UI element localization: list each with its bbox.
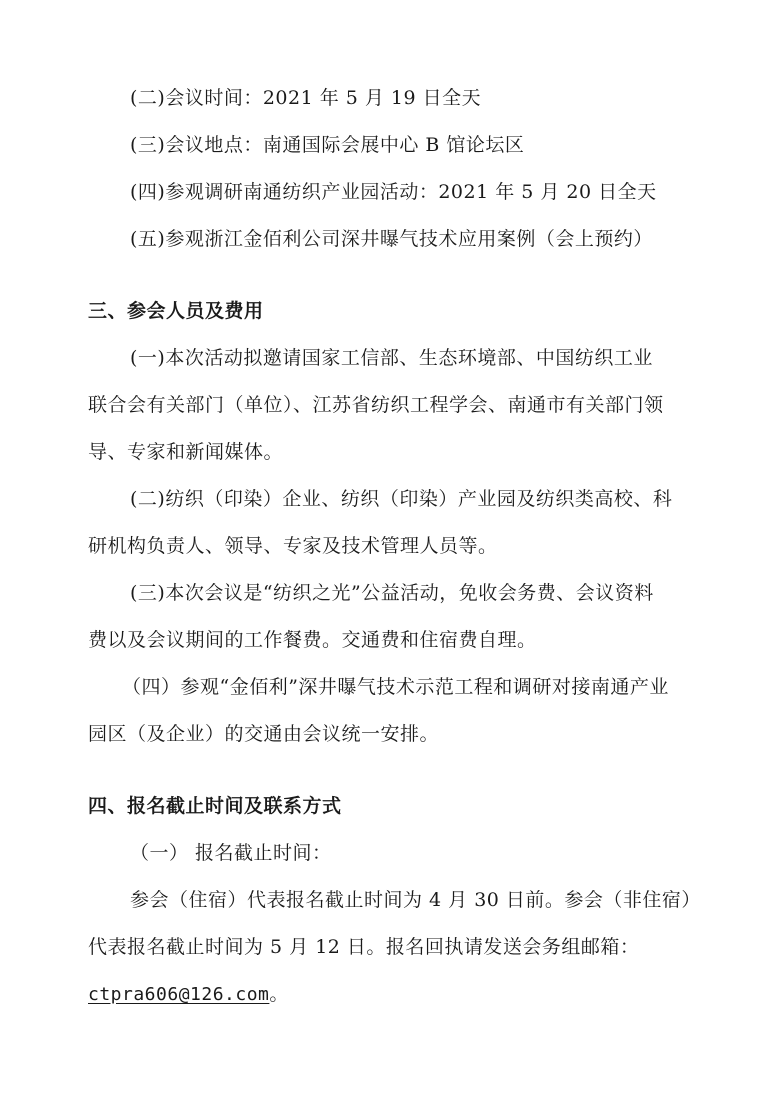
case-visit-item: (五)参观浙江金佰利公司深井曝气技术应用案例（会上预约） bbox=[130, 228, 653, 250]
paragraph-line: 费以及会议期间的工作餐费。交通费和住宿费自理。 bbox=[88, 629, 537, 651]
paragraph-line: 导、专家和新闻媒体。 bbox=[88, 441, 284, 463]
paragraph-line: 联合会有关部门（单位）、江苏省纺织工程学会、南通市有关部门领 bbox=[88, 394, 664, 416]
section-heading-registration: 四、报名截止时间及联系方式 bbox=[88, 795, 342, 817]
meeting-time-item: (二)会议时间：2021 年 5 月 19 日全天 bbox=[130, 87, 482, 109]
meeting-location-item: (三)会议地点：南通国际会展中心 B 馆论坛区 bbox=[130, 134, 525, 156]
paragraph-line: 园区（及企业）的交通由会议统一安排。 bbox=[88, 723, 440, 745]
paragraph-line: 代表报名截止时间为 5 月 12 日。报名回执请发送会务组邮箱： bbox=[88, 936, 640, 958]
paragraph-line: 研机构负责人、领导、专家及技术管理人员等。 bbox=[88, 535, 498, 557]
subsection-heading-deadline: （一） 报名截止时间： bbox=[130, 842, 332, 864]
paragraph-line: 参会（住宿）代表报名截止时间为 4 月 30 日前。参会（非住宿） bbox=[130, 889, 701, 911]
paragraph-line: (二)纺织（印染）企业、纺织（印染）产业园及纺织类高校、科 bbox=[130, 488, 673, 510]
section-heading-attendees: 三、参会人员及费用 bbox=[88, 300, 264, 322]
email-link[interactable]: ctpra606@126.com bbox=[88, 984, 270, 1005]
paragraph-line: （四）参观“金佰利”深井曝气技术示范工程和调研对接南通产业 bbox=[122, 676, 669, 698]
site-visit-item: (四)参观调研南通纺织产业园活动：2021 年 5 月 20 日全天 bbox=[130, 181, 657, 203]
email-suffix: 。 bbox=[269, 983, 289, 1005]
paragraph-line: (三)本次会议是“纺织之光”公益活动，免收会务费、会议资料 bbox=[130, 582, 654, 604]
email-line bbox=[0, 982, 780, 1007]
paragraph-line: (一)本次活动拟邀请国家工信部、生态环境部、中国纺织工业 bbox=[130, 347, 653, 369]
